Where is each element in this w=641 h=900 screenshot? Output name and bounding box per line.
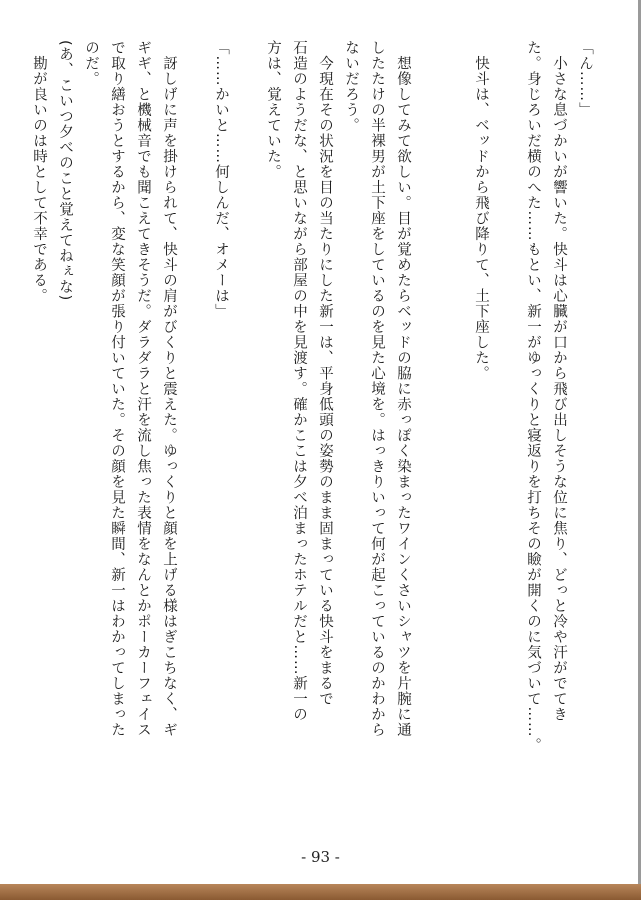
- text-column: 「……かいと……何しんだ、オメーは」: [213, 40, 229, 319]
- blank-column: [442, 40, 468, 830]
- blank-column: [234, 40, 260, 830]
- text-column: 想像してみて欲しい。目が覚めたらベッドの脇に赤っぽく染まったワインくさいシャツを片腕に通: [395, 40, 411, 738]
- text-column: 小さな息づかいが響いた。快斗は心臓が口から飛び出しそうな位に焦り、どっと冷や汗がでてき: [551, 40, 567, 722]
- text-column: 勘が良いのは時として不幸である。: [31, 40, 47, 304]
- vertical-text-body: [31, 40, 598, 830]
- page-number: - 93 -: [301, 848, 340, 866]
- text-column: で取り繕おうとするから、変な笑顔が張り付いていた。その顔を見た瞬間、新一はわかってしまった: [109, 40, 125, 738]
- text-column: のだ。: [83, 40, 99, 87]
- text-column: したたけの半裸男が土下座をしているのを見た心境を。はっきりいって何が起こっているのかわから: [369, 40, 385, 738]
- text-column: 今現在その状況を目の当たりにした新一は、平身低頭の姿勢のまま固まっている快斗をまるで: [317, 40, 333, 707]
- page-edge-band: [0, 884, 641, 900]
- text-column: (あ、こいつ夕べのこと覚えてねぇな): [57, 40, 73, 302]
- blank-column: [494, 40, 520, 830]
- text-column: 方は、覚えていた。: [265, 40, 281, 180]
- text-column: 「ん……」: [577, 40, 593, 118]
- blank-column: [416, 40, 442, 830]
- text-column: 石造のようだな、と思いながら部屋の中を見渡す。確かここは夕べ泊まったホテルだと……新一の: [291, 40, 307, 722]
- text-column: 訝しげに声を掛けられて、快斗の肩がびくりと震えた。ゆっくりと顔を上げる様はぎこちなく、ギ: [161, 40, 177, 738]
- text-column: ないだろう。: [343, 40, 359, 133]
- blank-column: [182, 40, 208, 830]
- text-column: た。身じろいだ横のへた……もとい、新一がゆっくりと寝返りを打ちその瞼が開くのに気づいて……。: [525, 40, 541, 753]
- text-column: ギギ、と機械音でも聞こえてきそうだ。ダラダラと汗を流し焦った表情をなんとかポーカーフェイス: [135, 40, 151, 738]
- text-column: 快斗は、ベッドから飛び降りて、土下座した。: [473, 40, 489, 381]
